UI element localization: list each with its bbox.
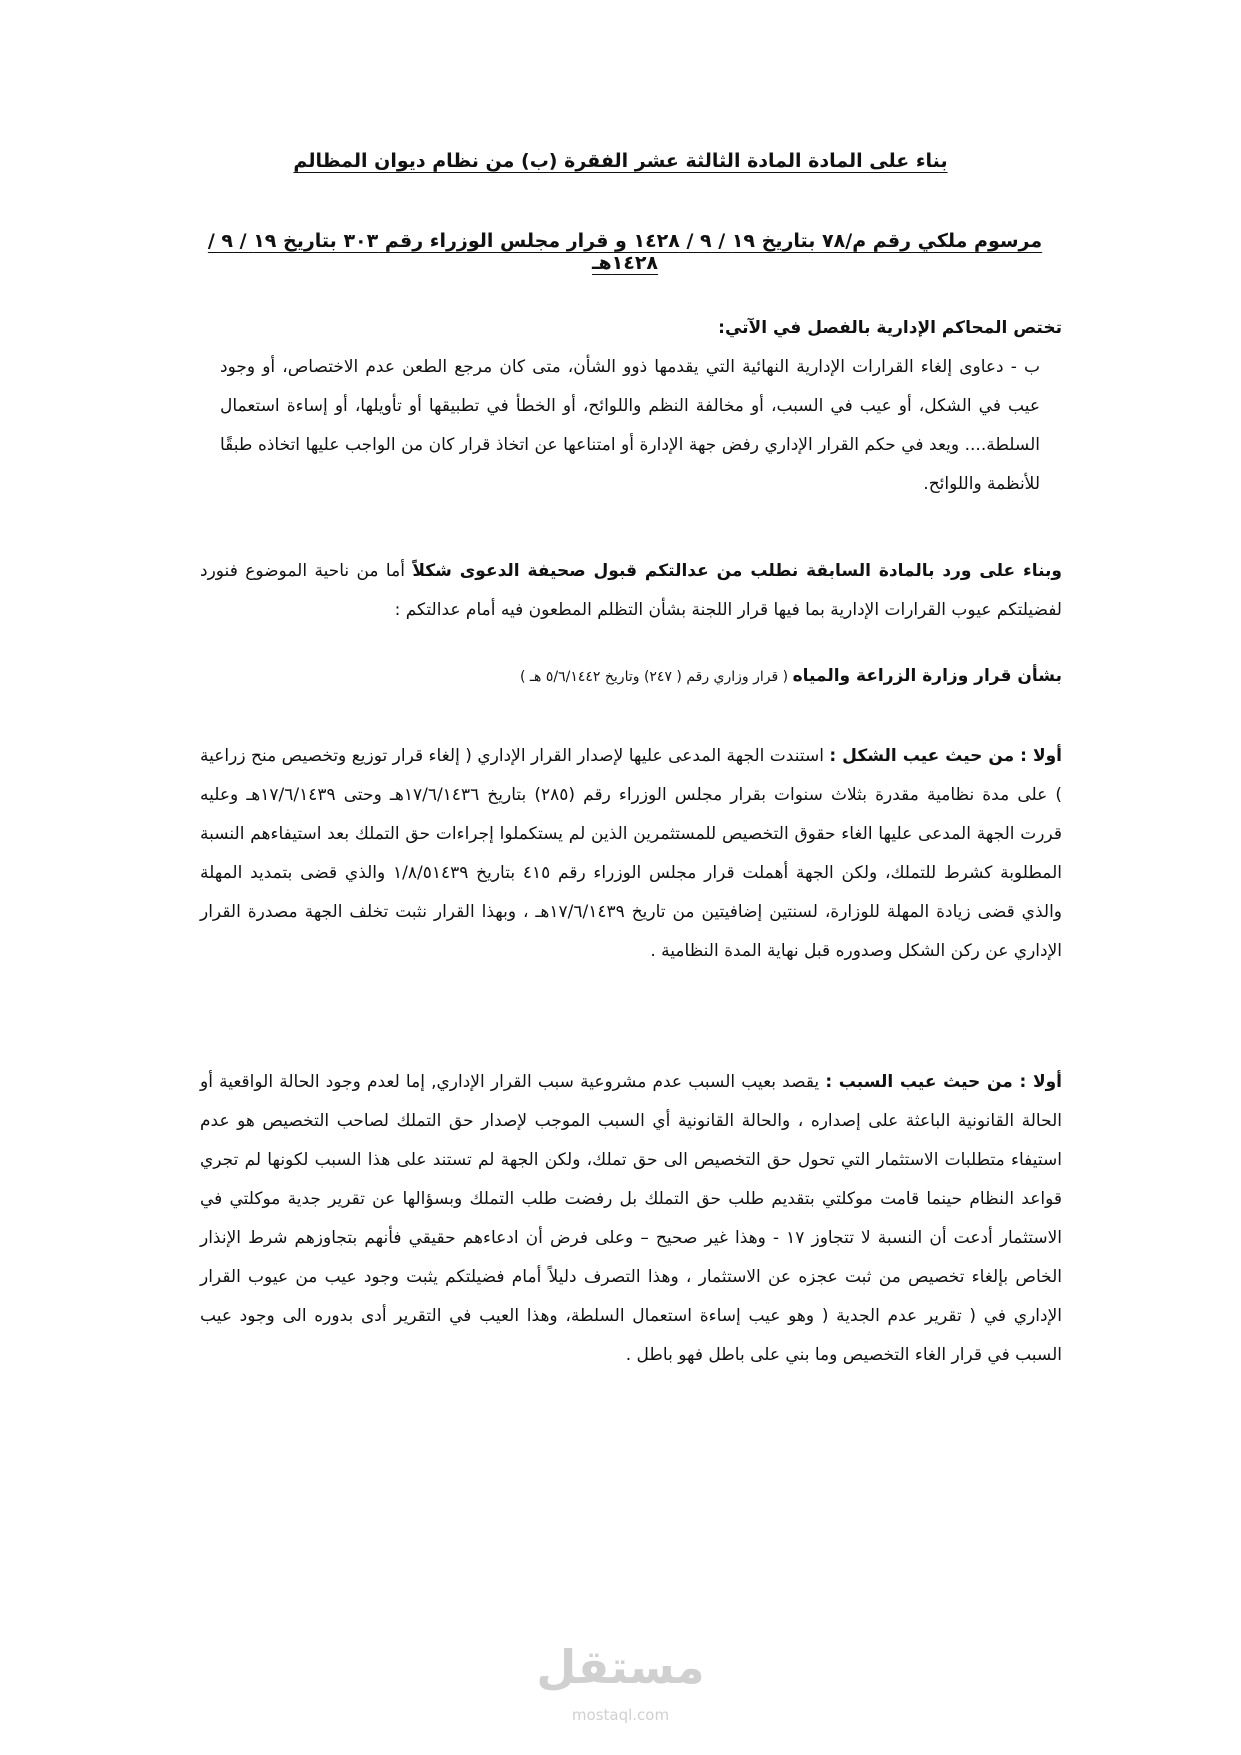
section-cause-defect: [200, 1063, 1062, 1375]
section-body: ب - دعاوى إلغاء القرارات الإدارية النهائية التي يقدمها ذوو الشأن، متى كان مرجع الطعن عدم الاختصاص، أو وجود عيب في الشكل، أو عيب في السبب، أو مخالفة النظم واللوائح، أو الخطأ في تطبيقها أو تأويلها، أو إساءة استعمال السلطة.... ويعد في حكم القرار الإداري رفض جهة الإدارة أو امتناعها عن اتخاذ قرار كان من الواجب عليها اتخاذه طبقًا للأنظمة واللوائح.: [220, 357, 1040, 494]
section-form-defect: [200, 737, 1062, 971]
section-heading: تختص المحاكم الإدارية بالفصل في الآتي:: [718, 318, 1062, 338]
decision-bold: بشأن قرار وزارة الزراعة والمياه: [792, 666, 1062, 686]
section-decision: [200, 657, 1062, 697]
form-defect-bold: أولا : من حيث عيب الشكل :: [829, 746, 1062, 766]
document-subtitle: مرسوم ملكي رقم م/٧٨ بتاريخ ١٩ / ٩ / ١٤٢٨ و قرار مجلس الوزراء رقم ٣٠٣ بتاريخ ١٩ / ٩ / ١٤٢٨هـ: [207, 230, 1043, 274]
watermark-domain: mostaql.com: [571, 1706, 670, 1724]
form-defect-body: استندت الجهة المدعى عليها لإصدار القرار الإداري ( إلغاء قرار توزيع وتخصيص منح زراعية ) على مدة نظامية مقدرة بثلاث سنوات بقرار مجلس الوزراء رقم (٢٨٥) بتاريخ ١٧/٦/١٤٣٦هـ وحتى ١٧/٦/١٤٣٩هـ وعليه قررت الجهة المدعى عليها الغاء حقوق التخصيص للمستثمرين الذين لم يستكملوا إجراءات حق التملك بعد استيفاءهم النسبة المطلوبة كشرط للتملك، ولكن الجهة أهملت قرار مجلس الوزراء رقم ٤١٥ بتاريخ ١/٨/٥١٤٣٩ والذي قضى بتمديد المهلة والذي قضى زيادة المهلة للوزارة، لسنتين إضافيتين من تاريخ ١٧/٦/١٤٣٩هـ ، وبهذا القرار نثبت تخلف الجهة مصدرة القرار الإداري عن ركن الشكل وصدوره قبل نهاية المدة النظامية .: [200, 746, 1063, 961]
request-bold: وبناء على ورد بالمادة السابقة نطلب من عدالتكم قبول صحيفة الدعوى شكلاً: [412, 561, 1062, 581]
section-request: [200, 552, 1062, 630]
cause-defect-bold: أولا : من حيث عيب السبب :: [825, 1072, 1062, 1092]
decision-note: ( قرار وزاري رقم ( ٢٤٧) وتاريخ ٥/٦/١٤٤٢ هـ ): [520, 669, 793, 685]
section-jurisdiction: [200, 309, 1062, 504]
cause-defect-body: يقصد بعيب السبب عدم مشروعية سبب القرار الإداري, إما لعدم وجود الحالة الواقعية أو الحالة القانونية الباعثة على إصداره ، والحالة القانونية أي السبب الموجب لإصدار حق التملك لصاحب التخصيص هو عدم استيفاء متطلبات الاستثمار التي تحول حق التخصيص الى حق تملك، ولكن الجهة لم تستند على هذا السبب لكونها لم تجري قواعد النظام حينما قامت موكلتي بتقديم طلب حق التملك بل رفضت طلب التملك وبسؤالها عن تقرير جدية موكلتي في الاستثمار أدعت أن النسبة لا تتجاوز ١٧ - وهذا غير صحيح – وعلى فرض أن ادعاءهم حقيقي فأنهم بتجاوزهم شرط الإنذار الخاص بإلغاء تخصيص من ثبت عجزه عن الاستثمار ، وهذا التصرف دليلاً أمام فضيلتكم يثبت وجود عيب من عيوب القرار الإداري في ( تقرير عدم الجدية ( وهو عيب إساءة استعمال السلطة، وهذا العيب في التقرير أدى بدوره الى وجود عيب السبب في قرار الغاء التخصيص وما بني على باطل فهو باطل .: [200, 1072, 1062, 1365]
request-body: أما من ناحية الموضوع فنورد لفضيلتكم عيوب القرارات الإدارية بما فيها قرار اللجنة بشأن التظلم المطعون فيه أمام عدالتكم :: [200, 561, 1062, 620]
watermark-logo: مستقل: [536, 1640, 705, 1694]
document-title: بناء على المادة المادة الثالثة عشر الفقرة (ب) من نظام ديوان المظالم: [293, 150, 948, 172]
